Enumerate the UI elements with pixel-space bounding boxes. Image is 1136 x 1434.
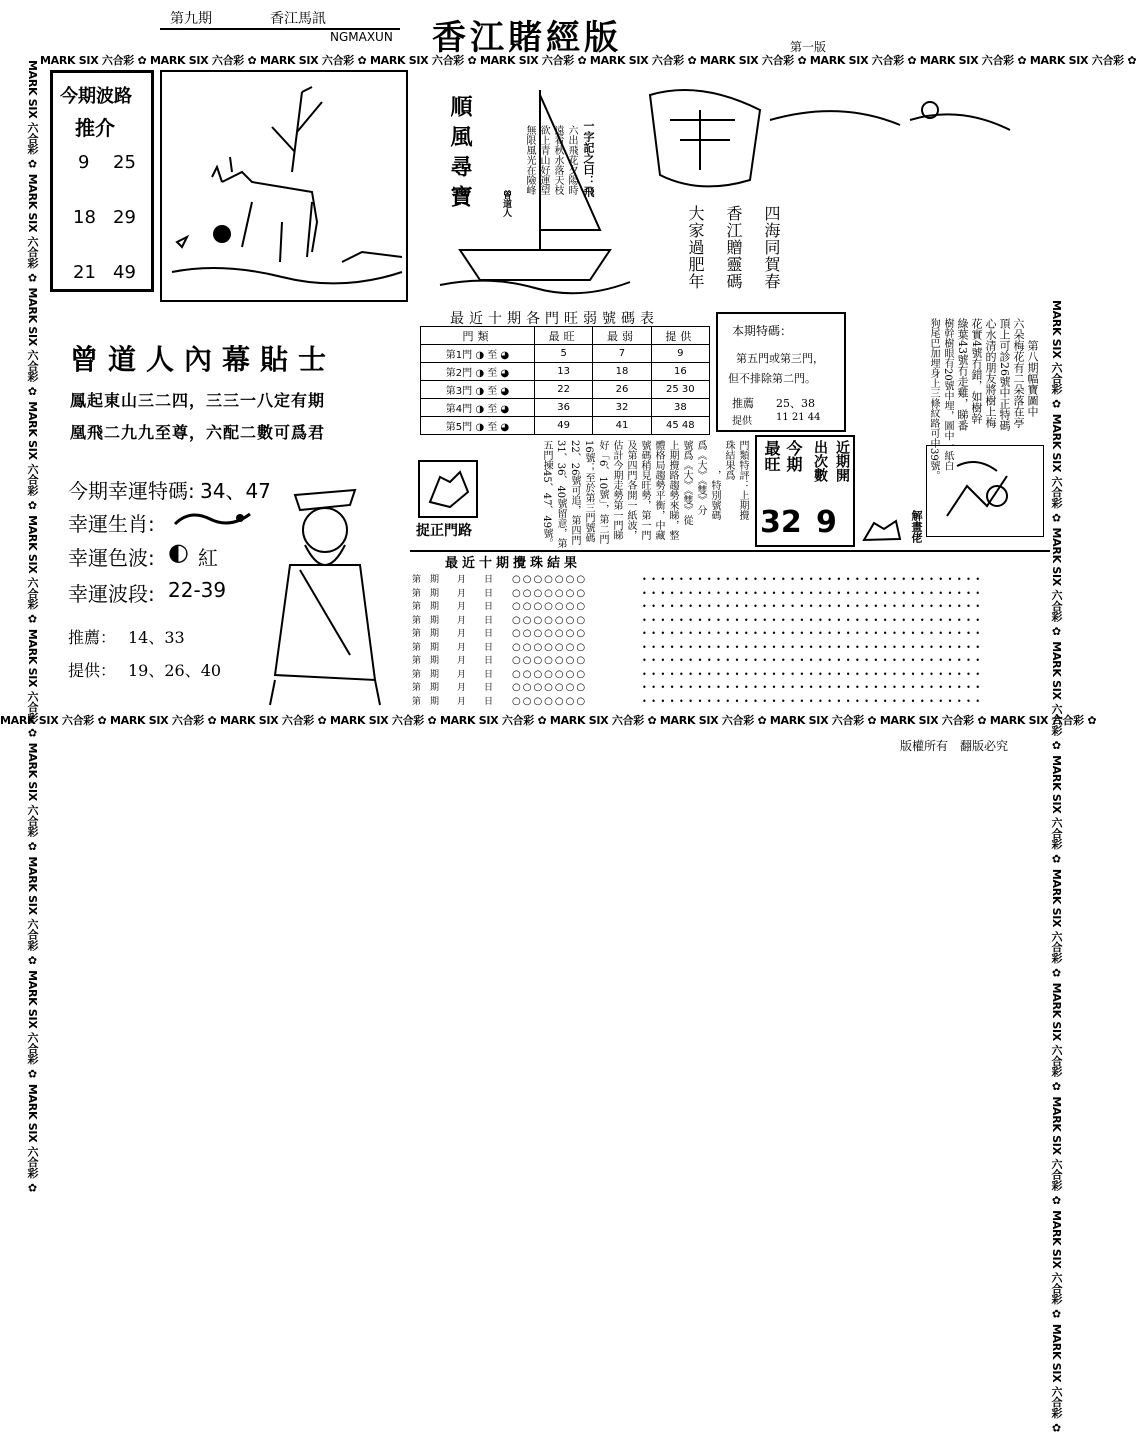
treasure-line: 六朵梅花有二朵落在亭 — [1012, 318, 1025, 428]
history-row — [412, 586, 1052, 599]
bottom-border-strip: MARK SIX 六合彩 ✿ MARK SIX 六合彩 ✿ MARK SIX 六合彩 ✿ MARK SIX 六合彩 ✿ MARK SIX 六合彩 ✿ MARK SIX 六合彩 ✿ MARK SIX 六合彩 ✿ MARK SIX 六合彩 ✿ MARK SIX 六合彩 ✿ MARK SIX 六合彩 ✿ — [0, 714, 1097, 727]
history-row-label: 第 期 月 日 — [412, 575, 494, 585]
page-label: 第一版 — [790, 40, 827, 54]
history-row-label: 第 期 月 日 — [412, 588, 494, 599]
trend-dots: • • • • • • • • • • • • • • • • • • • • • • • • • • • • • • • • • • • • • — [642, 696, 982, 706]
lucky-rec-label: 推薦： — [68, 628, 117, 647]
table-header: 門類 — [421, 327, 535, 345]
trend-dots: • • • • • • • • • • • • • • • • • • • • • • • • • • • • • • • • • • • • • — [642, 575, 982, 584]
lucky-special-value: 34、47 — [200, 479, 271, 503]
doors-line: 體格局趨勢平衡，中藏 — [653, 440, 664, 540]
out-label: 出次數 — [812, 440, 828, 482]
lucky-color-value: 紅 — [198, 546, 218, 570]
table-row — [421, 417, 710, 435]
treasure-line: 樹幹樹眼有20號中埋，圖中一紙白 — [942, 318, 953, 471]
history-row — [412, 694, 1052, 707]
wave-number: 29 — [113, 207, 136, 228]
table-cell: 32 — [593, 399, 651, 417]
issue-label: 第九期 — [170, 11, 212, 27]
wave-number: 18 — [73, 207, 96, 228]
ball-slots: ○○○○○○○ — [512, 695, 588, 707]
deer-illustration — [162, 72, 406, 300]
treasure-line: 頂上可診26號中正特碼 — [998, 318, 1011, 431]
page-title: 香江賭經版 — [432, 18, 622, 58]
table-cell: 18 — [593, 363, 651, 381]
deer-picture-frame — [160, 70, 408, 302]
table-cell: 5 — [534, 345, 592, 363]
history-row-label: 第 期 月 日 — [412, 683, 494, 693]
greeting-line: 大家過肥年 — [686, 205, 705, 290]
table-row — [421, 345, 710, 363]
table-cell: 36 — [534, 399, 592, 417]
doors-line: 爲《大》《雙》分 — [695, 440, 706, 515]
doors-line: 16號；至於第三門號碼 — [583, 440, 594, 543]
trend-dots: • • • • • • • • • • • • • • • • • • • • • • • • • • • • • • • • • • • • • — [642, 629, 982, 638]
wave-number: 49 — [113, 262, 136, 283]
solution-label: 解畫佬 — [910, 510, 923, 543]
history-divider — [410, 550, 1050, 552]
ball-slots: ○○○○○○○ — [512, 682, 588, 693]
table-cell: 38 — [651, 399, 709, 417]
right-border-strip: MARK SIX 六合彩 ✿ MARK SIX 六合彩 ✿ MARK SIX 六合彩 ✿ MARK SIX 六合彩 ✿ MARK SIX 六合彩 ✿ MARK SIX 六合彩 ✿ MARK SIX 六合彩 ✿ MARK SIX 六合彩 ✿ MARK SIX 六合彩 ✿ MARK SIX 六合彩 ✿ — [1050, 300, 1063, 1434]
special-rec-values: 25、38 — [776, 397, 815, 410]
history-row-label: 第 期 月 日 — [412, 615, 494, 626]
ball-slots: ○○○○○○○ — [512, 614, 588, 626]
tips-line: 鳳起東山三二四，三三一八定有期 — [70, 391, 326, 410]
trend-dots: • • • • • • • • • • • • • • • • • • • • • • • • • • • • • • • • • • • • • — [642, 669, 982, 679]
doors-line: 上期攪路趨勢來睇，整 — [667, 440, 678, 540]
treasure-line: 狗尾巴加埋身上三條紋路可中39號。 — [928, 318, 939, 481]
masthead-sub: NGMAXUN — [330, 30, 393, 44]
ball-slots: ○○○○○○○ — [512, 641, 588, 653]
masthead-small: 香江馬訊 — [270, 11, 326, 27]
tips-line: 凰飛二九九至尊，六配二數可爲君 — [70, 423, 326, 442]
history-row-label: 第 期 月 日 — [412, 602, 494, 612]
left-border-strip: MARK SIX 六合彩 ✿ MARK SIX 六合彩 ✿ MARK SIX 六合彩 ✿ MARK SIX 六合彩 ✿ MARK SIX 六合彩 ✿ MARK SIX 六合彩 ✿ MARK SIX 六合彩 ✿ MARK SIX 六合彩 ✿ MARK SIX 六合彩 ✿ MARK SIX 六合彩 ✿ — [26, 60, 39, 1195]
xiangjiang-logo — [640, 80, 1020, 200]
table-cell: 第2門 ◑ 至 ◕ — [421, 363, 535, 381]
table-cell: 49 — [534, 417, 592, 435]
poem-line: 遠看秋水落天枝 — [552, 125, 563, 195]
doors-icon-box — [418, 460, 478, 518]
lucky-range-value: 22-39 — [168, 578, 227, 602]
history-row — [412, 613, 1052, 626]
doors-line: 五門揀45、47、49號。 — [541, 440, 552, 549]
ball-slots: ○○○○○○○ — [512, 628, 588, 639]
table-header: 最弱 — [593, 327, 651, 345]
trend-dots: • • • • • • • • • • • • • • • • • • • • • • • • • • • • • • • • • • • • • — [642, 588, 982, 598]
special-line: 但不排除第二門。 — [728, 372, 816, 385]
ranking-table — [420, 326, 710, 435]
poem-author: 曾道人 — [501, 190, 511, 217]
special-rec-label: 推薦 — [732, 397, 754, 410]
poem-line: 一字記之曰：飛 — [582, 120, 595, 197]
history-row-label: 第 期 月 日 — [412, 669, 494, 680]
trend-dots: • • • • • • • • • • • • • • • • • • • • • • • • • • • • • • • • • • • • • — [642, 602, 982, 611]
treasure-line: 第八期幅寶圖中 — [1026, 340, 1039, 417]
history-row-label: 第 期 月 日 — [412, 696, 494, 707]
doors-line: 號爲《大》《雙》從 — [681, 440, 692, 525]
table-cell: 9 — [651, 345, 709, 363]
wave-number: 9 — [78, 152, 90, 173]
wave-box-title: 今期波路 — [60, 86, 132, 107]
wave-number: 21 — [73, 262, 96, 283]
special-offer-label: 提供 — [732, 416, 752, 427]
ball-slots: ○○○○○○○ — [512, 574, 588, 585]
trend-dots: • • • • • • • • • • • • • • • • • • • • • • • • • • • • • • • • • • • • • — [642, 656, 982, 665]
ball-slots: ○○○○○○○ — [512, 587, 588, 599]
table-cell: 第5門 ◑ 至 ◕ — [421, 417, 535, 435]
thumbs-icon — [860, 515, 904, 549]
doors-title: 捉正門路 — [416, 523, 472, 539]
greeting-line: 香江贈靈碼 — [724, 205, 743, 290]
ball-slots: ○○○○○○○ — [512, 655, 588, 666]
wave-number: 25 — [113, 152, 136, 173]
jin-label: 今期 — [784, 440, 803, 472]
ball-slots: ○○○○○○○ — [512, 668, 588, 680]
table-row — [421, 399, 710, 417]
treasure-line: 心水清的朋友將樹上梅 — [984, 318, 997, 428]
table-row — [421, 363, 710, 381]
doors-line: 門類特評：上期攪 — [737, 440, 748, 520]
table-header: 提供 — [651, 327, 709, 345]
treasure-map-sketch — [927, 446, 1043, 536]
doors-line: 及第四門各開一紙波， — [625, 440, 636, 540]
doors-line: 22、26號可追，第四門 — [569, 440, 580, 546]
history-row-label: 第 期 月 日 — [412, 629, 494, 639]
lucky-range-label: 幸運波段: — [68, 582, 155, 606]
special-line: 第五門或第三門， — [736, 352, 824, 365]
doors-line: 31、36、40號留意，第 — [555, 440, 566, 549]
table-row — [421, 381, 710, 399]
lucky-offer-label: 提供： — [68, 661, 117, 680]
special-title: 本期特碼： — [732, 324, 793, 338]
ball-icon — [213, 225, 231, 243]
count-value: 9 — [816, 505, 837, 540]
history-row — [412, 667, 1052, 680]
lucky-rec-value: 14、33 — [128, 628, 185, 647]
table-cell: 13 — [534, 363, 592, 381]
trend-dots: • • • • • • • • • • • • • • • • • • • • • • • • • • • • • • • • • • • • • — [642, 683, 982, 692]
special-offer-values: 11 21 44 — [776, 412, 821, 423]
doors-line: ，特別號碼 — [709, 470, 720, 520]
poem-line: 無限風光在險峰 — [524, 125, 535, 195]
treasure-map-frame — [926, 445, 1044, 537]
history-row — [412, 653, 1052, 666]
wave-box-subtitle: 推介 — [75, 116, 115, 140]
table-cell: 第4門 ◑ 至 ◕ — [421, 399, 535, 417]
table-cell: 45 48 — [651, 417, 709, 435]
boat-title: 順風尋寶 — [447, 95, 473, 215]
history-row — [412, 599, 1052, 612]
treasure-line: 花實4號冇錯，如樹幹 — [970, 318, 983, 424]
doors-line: 好「6、10號」，第二門 — [597, 440, 608, 545]
moon-icon: ◐ — [168, 538, 189, 566]
table-row — [421, 327, 710, 345]
lucky-zodiac-label: 幸運生肖: — [68, 512, 155, 536]
lucky-special-label: 今期幸運特碼: — [68, 479, 195, 503]
poem-line: 六出飛花夕陽時 — [566, 125, 577, 195]
history-title: 最近十期攪珠結果 — [445, 556, 582, 571]
doors-line: 號碼稍見旺勢，第一門 — [639, 440, 650, 540]
lucky-offer-value: 19、26、40 — [128, 661, 222, 680]
table-cell: 第1門 ◑ 至 ◕ — [421, 345, 535, 363]
hot-label: 最旺 — [762, 440, 781, 472]
history-row — [412, 626, 1052, 639]
history-row-label: 第 期 月 日 — [412, 656, 494, 666]
trend-dots: • • • • • • • • • • • • • • • • • • • • • • • • • • • • • • • • • • • • • — [642, 642, 982, 652]
ranking-title: 最近十期各門旺弱號碼表 — [450, 311, 659, 327]
greeting-line: 四海同賀春 — [762, 205, 781, 290]
doors-line: 珠結果爲 — [723, 440, 734, 480]
poem-line: 欲上青山好運望 — [538, 125, 549, 195]
table-cell: 7 — [593, 345, 651, 363]
fortune-god-illustration — [260, 475, 390, 710]
zodiac-icon — [170, 504, 260, 532]
table-header: 最旺 — [534, 327, 592, 345]
top-border-strip: MARK SIX 六合彩 ✿ MARK SIX 六合彩 ✿ MARK SIX 六合彩 ✿ MARK SIX 六合彩 ✿ MARK SIX 六合彩 ✿ MARK SIX 六合彩 ✿ MARK SIX 六合彩 ✿ MARK SIX 六合彩 ✿ MARK SIX 六合彩 ✿ MARK SIX 六合彩 ✿ — [40, 54, 1136, 67]
history-row-label: 第 期 月 日 — [412, 642, 494, 653]
table-cell: 41 — [593, 417, 651, 435]
table-cell: 第3門 ◑ 至 ◕ — [421, 381, 535, 399]
history-row — [412, 640, 1052, 653]
hand-icon — [420, 462, 476, 516]
table-cell: 16 — [651, 363, 709, 381]
lucky-color-label: 幸運色波: — [68, 546, 155, 570]
ball-slots: ○○○○○○○ — [512, 601, 588, 612]
trend-dots: • • • • • • • • • • • • • • • • • • • • • • • • • • • • • • • • • • • • • — [642, 615, 982, 625]
doors-line: 估計今期走勢第一門睇 — [611, 440, 622, 540]
table-cell: 25 30 — [651, 381, 709, 399]
hot-value: 32 — [760, 505, 802, 540]
near-label: 近期開 — [834, 440, 850, 482]
table-cell: 26 — [593, 381, 651, 399]
treasure-line: 綠葉43號冇走雞，睇番 — [956, 318, 969, 431]
footer-copyright: 版權所有 翻版必究 — [900, 739, 1009, 753]
table-cell: 22 — [534, 381, 592, 399]
tips-title: 曾道人內幕貼士 — [70, 343, 337, 376]
header-rule — [160, 28, 400, 30]
history-row — [412, 680, 1052, 693]
history-row — [412, 572, 1052, 585]
